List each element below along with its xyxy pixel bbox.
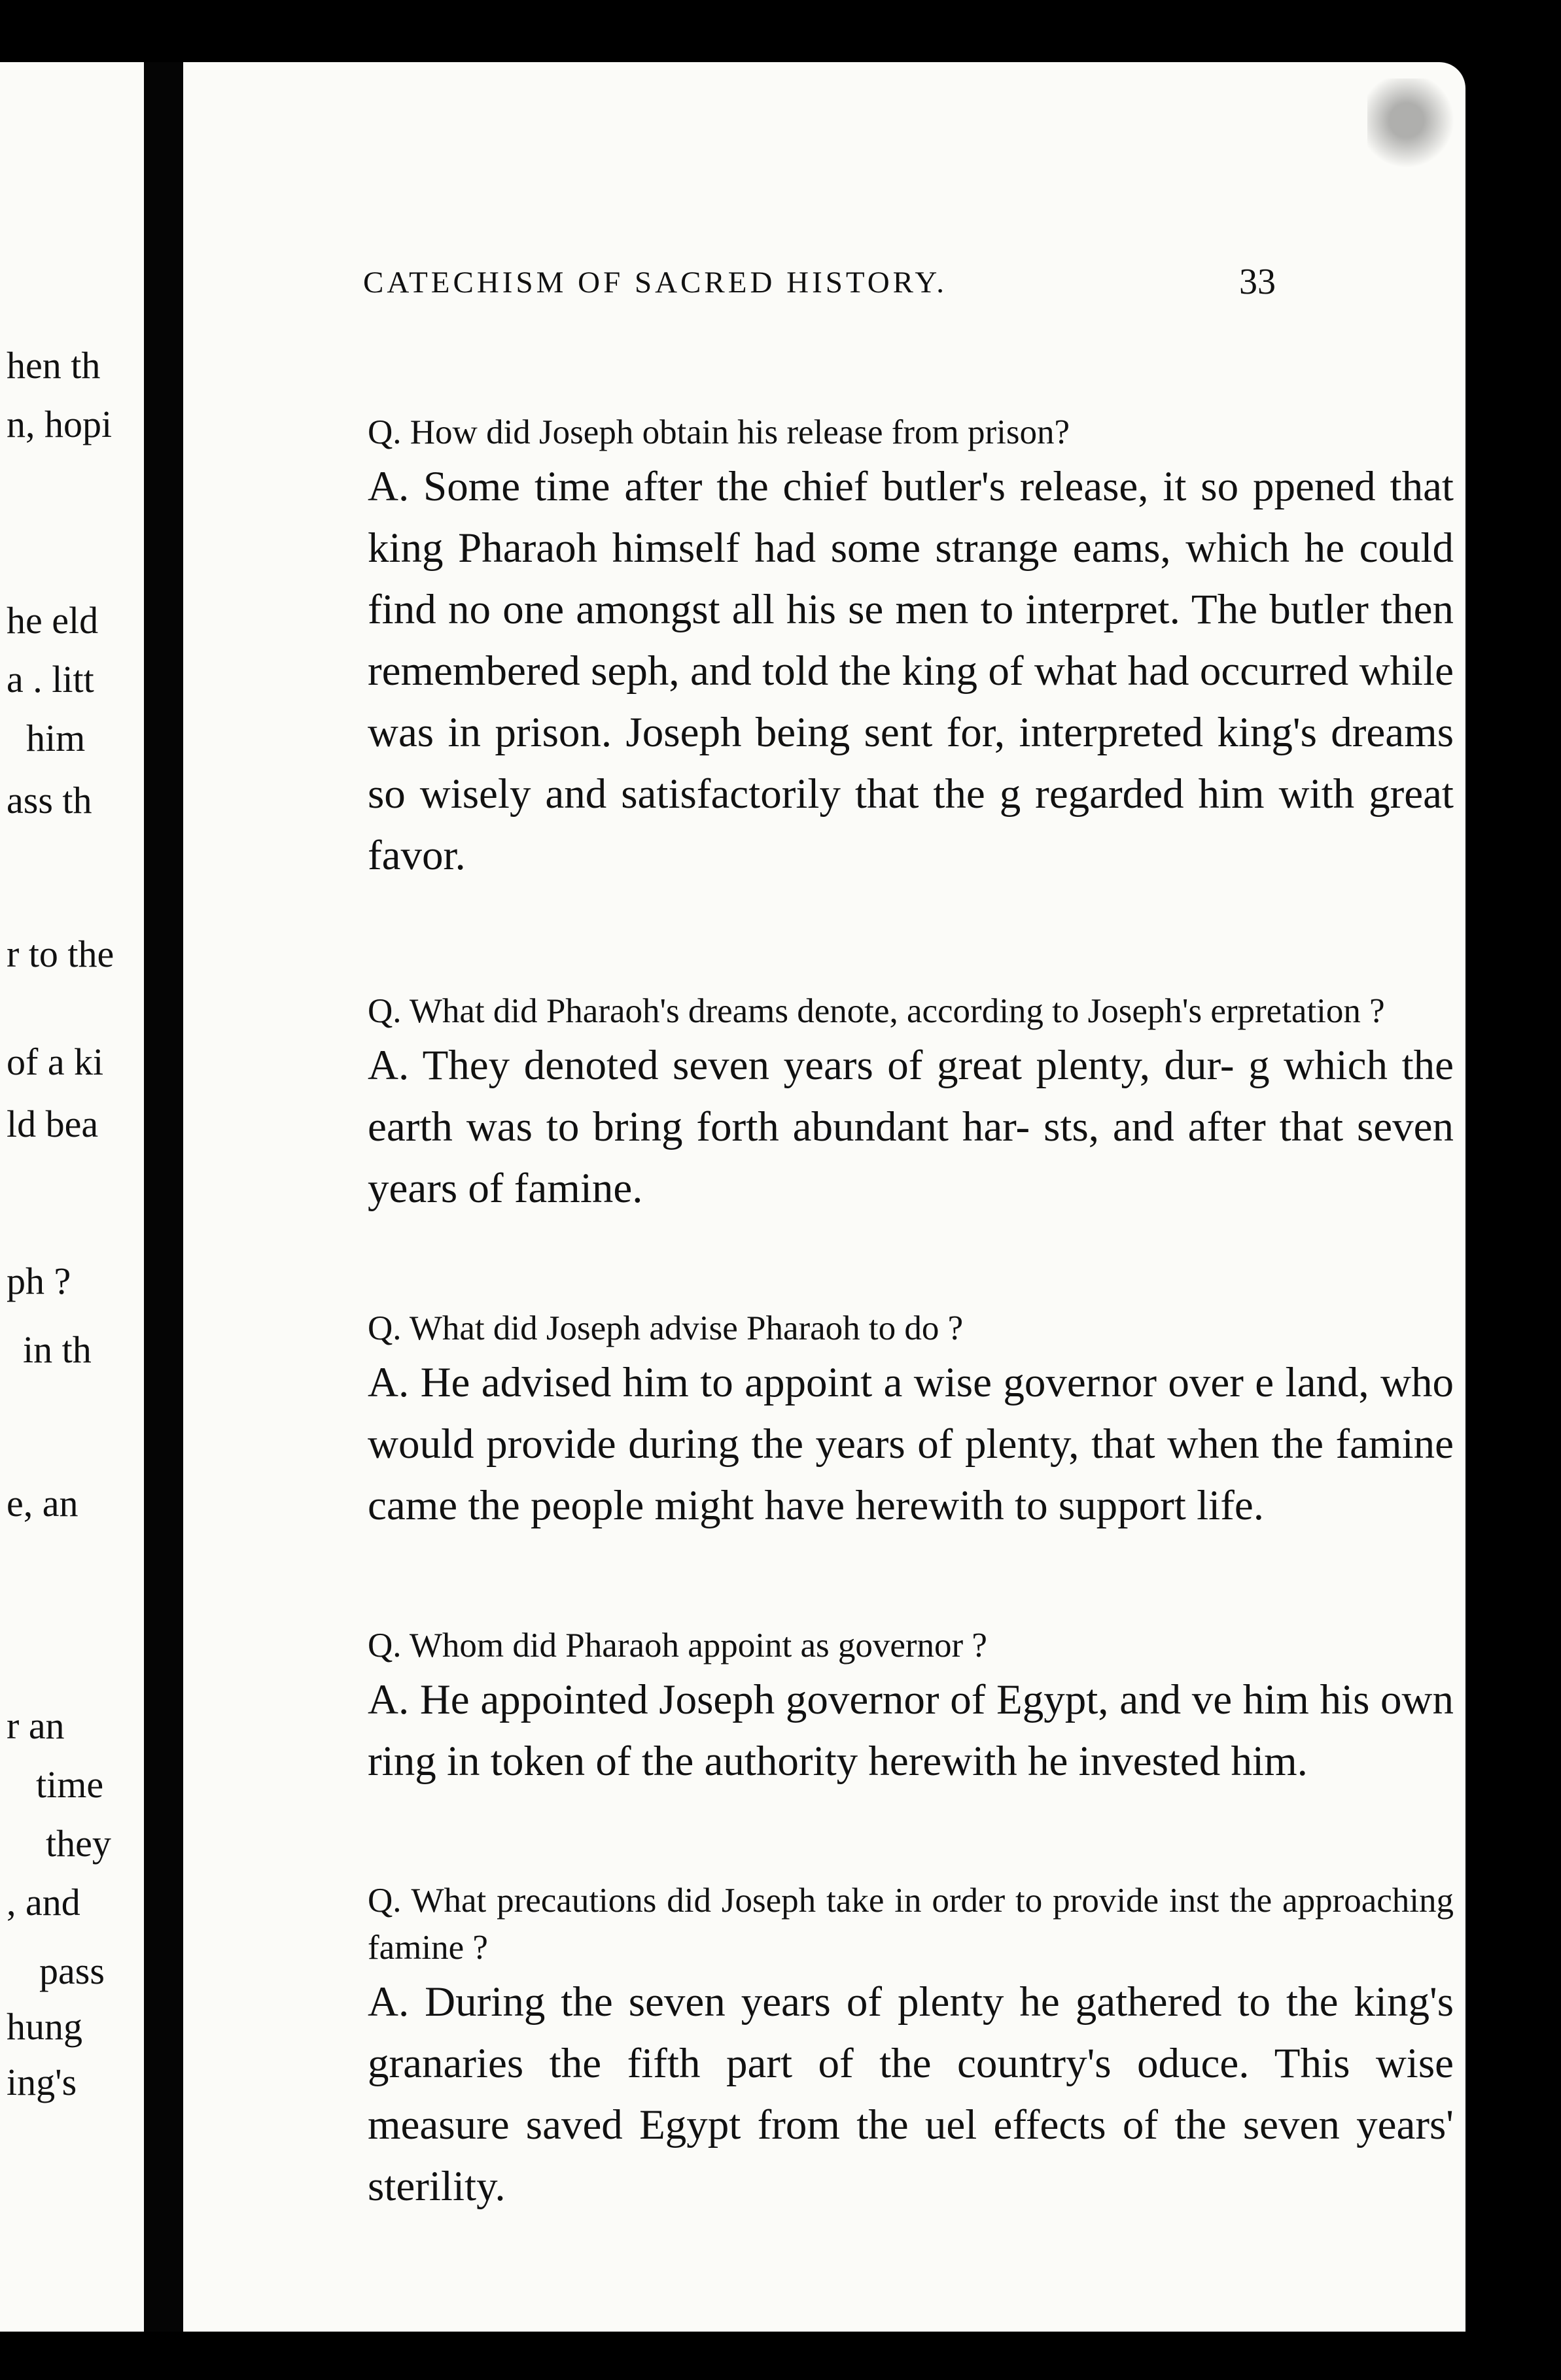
qa-entry [368, 1305, 1454, 1536]
answer-text: A. During the seven years of plenty he gathered to the king's granaries the fifth part of the country's oduce. This wise measure saved Egypt from the uel effects of the seven years' sterility. [368, 1978, 1454, 2210]
binding-gutter [144, 62, 183, 2332]
qa-entry [368, 1622, 1454, 1792]
question-text: Q. What precautions did Joseph take in order to provide inst the approaching famine ? [368, 1882, 1454, 1967]
facing-fragment: hung [7, 2005, 82, 2048]
facing-fragment: ph ? [7, 1260, 71, 1302]
answer-text: A. He appointed Joseph governor of Egypt, and ve him his own ring in token of the authority herewith he invested him. [368, 1676, 1454, 1785]
qa-entry [368, 1877, 1454, 2217]
facing-fragment: r to the [7, 933, 114, 975]
facing-fragment: e, an [7, 1482, 79, 1525]
page-number: 33 [1239, 262, 1276, 302]
answer-text: A. They denoted seven years of great plenty, dur- g which the earth was to bring forth abundant har- sts, and after that seven years of famine. [368, 1042, 1454, 1212]
facing-fragment: hen th [7, 344, 101, 387]
facing-fragment: n, hopi [7, 403, 113, 445]
running-head [363, 262, 1276, 311]
facing-fragment: pass [39, 1950, 105, 1992]
facing-fragment: in th [23, 1328, 92, 1371]
facing-fragment: he eld [7, 599, 99, 642]
facing-page-edge [0, 62, 144, 2332]
facing-fragment: ass th [7, 779, 92, 821]
facing-fragment: they [46, 1822, 111, 1865]
facing-fragment: a . litt [7, 658, 94, 700]
book-page [183, 62, 1465, 2332]
answer-text: A. He advised him to appoint a wise governor over e land, who would provide during the years of plenty, that when the famine came the people might have herewith to support life. [368, 1359, 1454, 1529]
facing-fragment: , and [7, 1881, 80, 1923]
answer-text: A. Some time after the chief butler's release, it so ppened that king Pharaoh himself had some strange eams, which he could find no one amongst all his se men to interpret. The butler then remembered seph, and told the king of what had occurred while was in prison. Joseph being sent for, interpreted king's dreams so wisely and satisfactorily that the g regarded him with great favor. [368, 463, 1454, 879]
page-corner-damage [1367, 78, 1465, 183]
running-head-title: CATECHISM OF SACRED HISTORY. [363, 266, 948, 300]
qa-entry [368, 988, 1454, 1219]
facing-fragment: ld bea [7, 1103, 99, 1145]
qa-entry [368, 409, 1454, 886]
question-text: Q. What did Pharaoh's dreams denote, according to Joseph's erpretation ? [368, 992, 1385, 1030]
question-text: Q. Whom did Pharaoh appoint as governor ? [368, 1627, 987, 1664]
facing-fragment: him [26, 717, 86, 759]
facing-fragment: time [36, 1763, 104, 1806]
facing-fragment: ing's [7, 2061, 77, 2103]
question-text: Q. What did Joseph advise Pharaoh to do ? [368, 1309, 964, 1347]
facing-fragment: r an [7, 1704, 65, 1747]
question-text: Q. How did Joseph obtain his release from prison? [368, 413, 1070, 451]
facing-fragment: of a ki [7, 1041, 104, 1083]
